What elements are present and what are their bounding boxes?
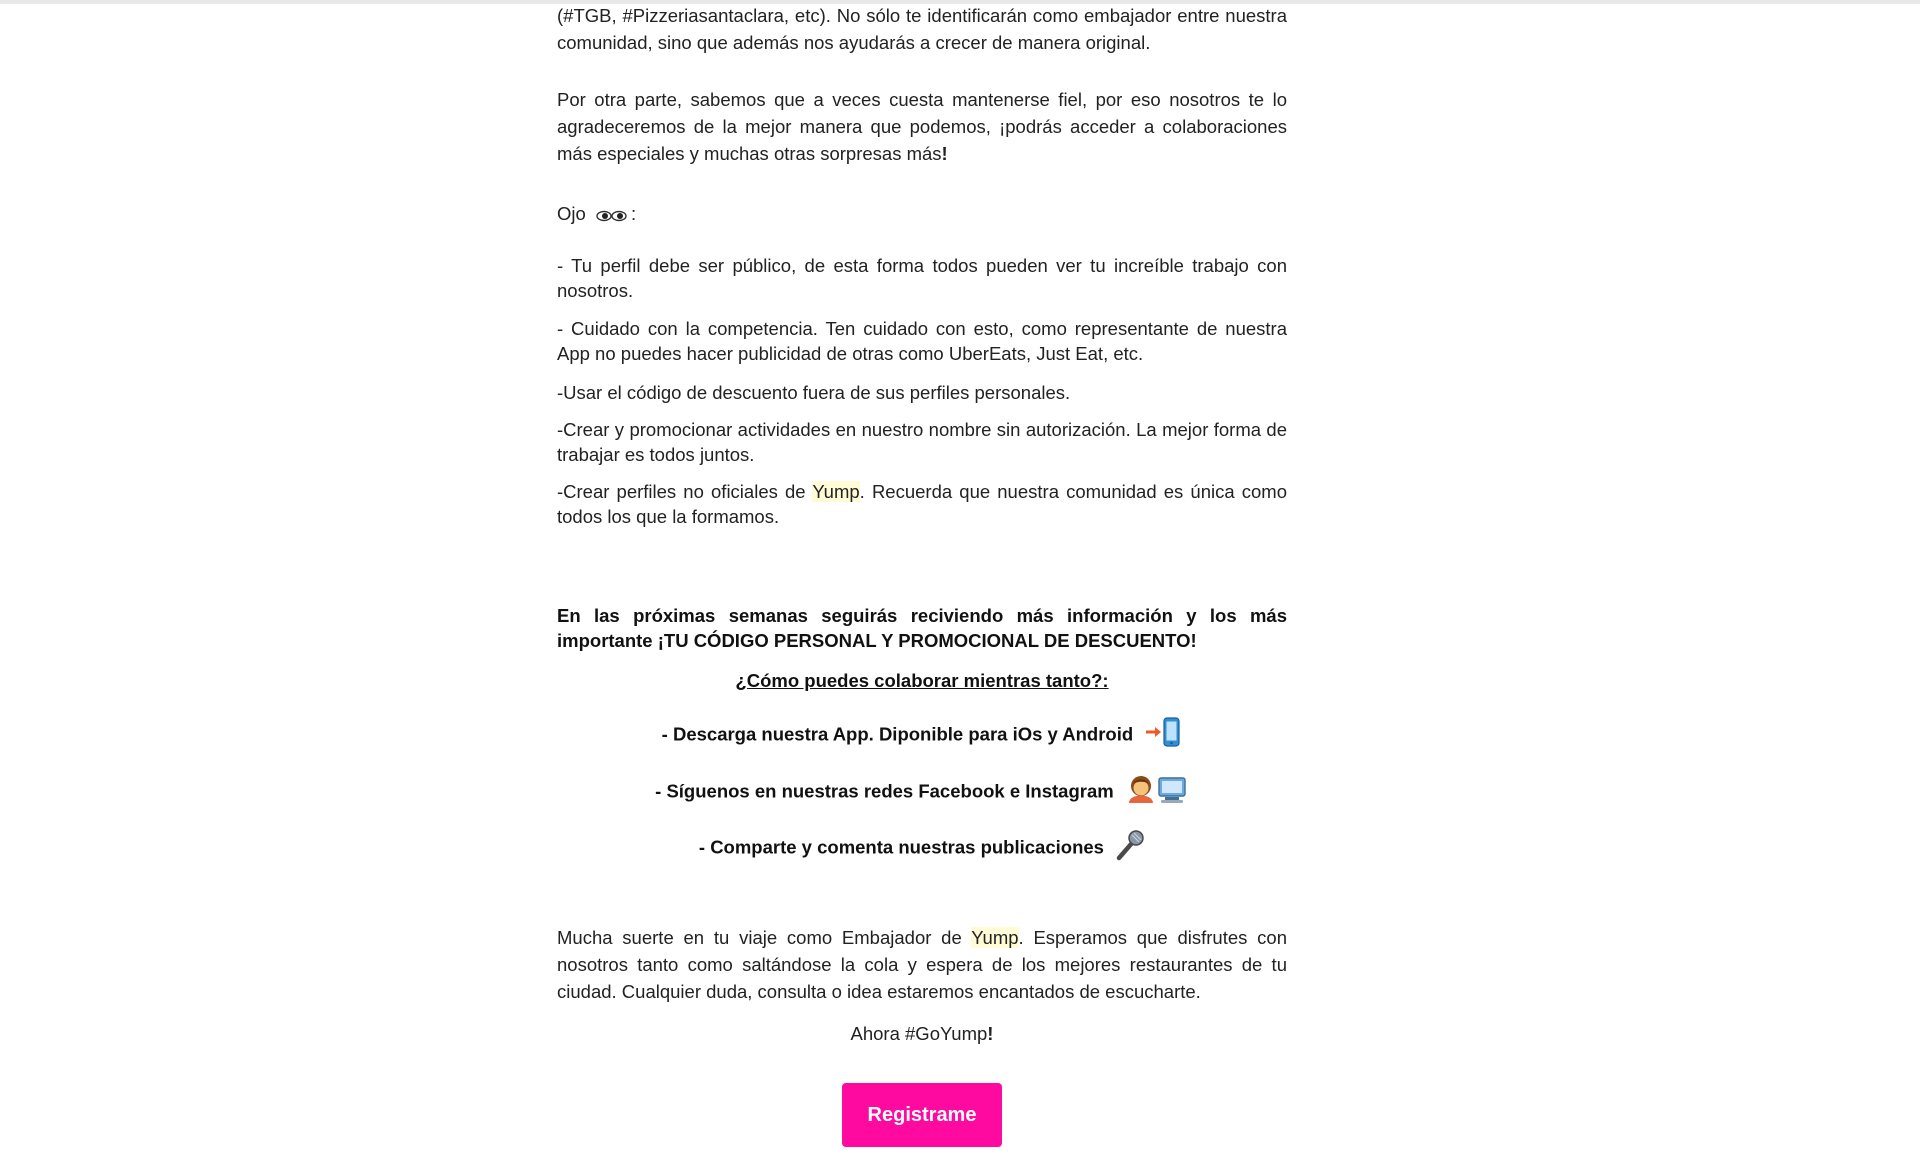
rule-text-end: . Recuerda que nuestra comunidad es única como todos los que la formamos. [557, 481, 1287, 527]
action-download [557, 717, 1287, 754]
rule-item [557, 479, 1287, 529]
loyalty-paragraph [557, 86, 1287, 167]
brand-highlight: Yump [812, 481, 860, 502]
signoff [557, 1020, 1287, 1047]
signoff-text: Ahora #GoYump [850, 1023, 988, 1044]
ojo-label: Ojo [557, 203, 586, 224]
closing-paragraph [557, 924, 1287, 1005]
rule-text: - Tu perfil debe ser público, de esta forma todos pueden ver tu increíble trabajo con nosotros. [557, 255, 1287, 301]
closing-text-end: . Esperamos que disfrutes con nosotros tanto como saltándose la cola y espera de los mejores restaurantes de tu ciudad. Cualquier duda, consulta o idea estaremos encantados de escucharte. [557, 927, 1287, 1002]
action-text: - Descarga nuestra App. Diponible para iOs y Android [661, 723, 1134, 745]
woman-computer-icon [1125, 773, 1189, 812]
loyalty-exclamation: ! [941, 143, 948, 164]
ojo-line [557, 200, 1287, 229]
action-text: - Comparte y comenta nuestras publicaciones [698, 836, 1104, 858]
rule-text: -Usar el código de descuento fuera de sus perfiles personales. [557, 382, 1071, 403]
loyalty-text: Por otra parte, sabemos que a veces cuesta mantenerse fiel, por eso nosotros te lo agradeceremos de la mejor manera que podemos, ¡podrás acceder a colaboraciones más especiales y muchas otras sorpresas más [557, 89, 1287, 164]
collab-heading-text: ¿Cómo puedes colaborar mientras tanto?: [735, 670, 1109, 691]
rule-text: -Crear perfiles no oficiales de [557, 481, 813, 502]
action-share [557, 829, 1287, 868]
rule-item [557, 380, 1287, 405]
microphone-icon [1115, 829, 1145, 868]
phone-arrow-icon [1144, 717, 1182, 754]
rule-item [557, 316, 1287, 366]
action-text: - Síguenos en nuestras redes Facebook e Instagram [655, 780, 1114, 802]
closing-text: Mucha suerte en tu viaje como Embajador de [557, 927, 972, 948]
action-follow [557, 773, 1287, 812]
signoff-exclamation: ! [987, 1023, 994, 1044]
eyes-icon [595, 202, 629, 229]
rule-text: -Crear y promocionar actividades en nuestro nombre sin autorización. La mejor forma de trabajar es todos juntos. [557, 419, 1287, 465]
rule-text: - Cuidado con la competencia. Ten cuidado con esto, como representante de nuestra App no puedes hacer publicidad de otras como UberEats, Just Eat, etc. [557, 318, 1287, 364]
intro-text: (#TGB, #Pizzeriasantaclara, etc). No sólo te identificarán como embajador entre nuestra comunidad, sino que además nos ayudarás a crecer de manera original. [557, 5, 1287, 53]
rule-item [557, 253, 1287, 303]
intro-paragraph [557, 2, 1287, 56]
ojo-colon: : [630, 203, 637, 224]
collab-heading [557, 667, 1287, 694]
announcement-text: En las próximas semanas seguirás reciviendo más información y los más importante ¡TU CÓDIGO PERSONAL Y PROMOCIONAL DE DESCUENTO! [557, 605, 1287, 651]
brand-highlight: Yump [971, 927, 1019, 948]
register-button[interactable]: Registrame [842, 1083, 1002, 1147]
rule-item [557, 417, 1287, 467]
